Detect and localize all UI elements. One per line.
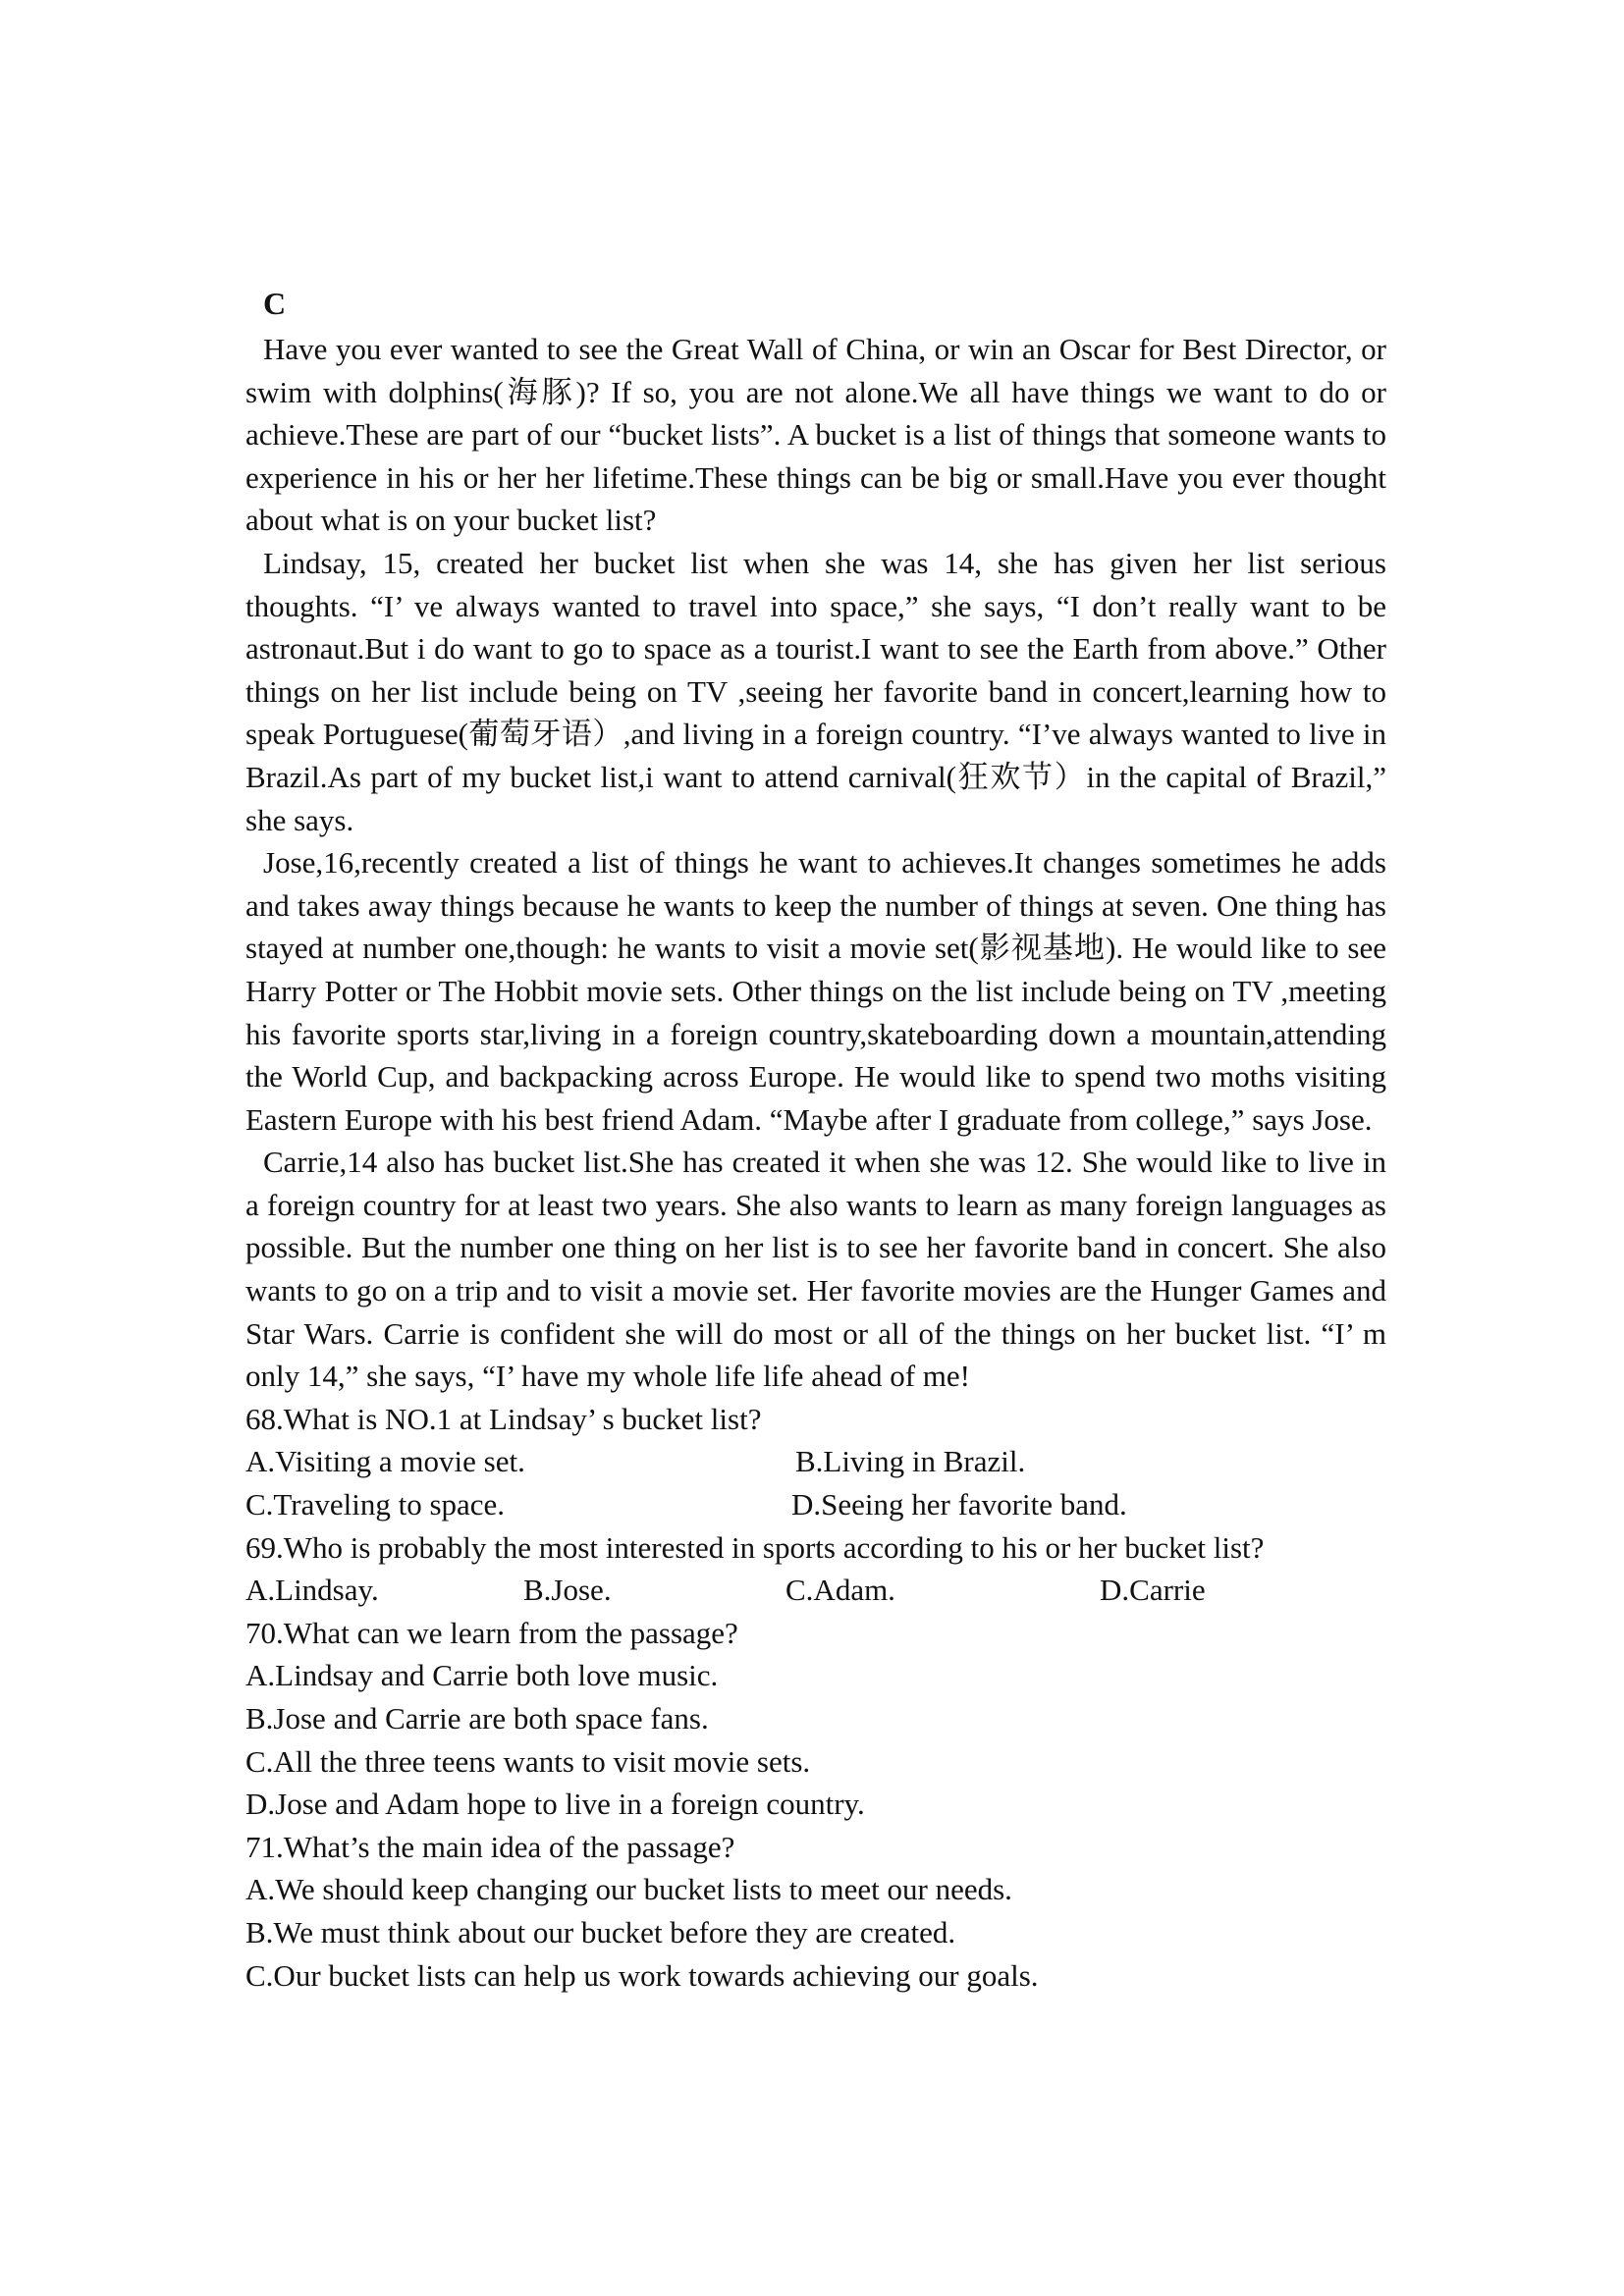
option-c: C.Adam. xyxy=(785,1573,895,1608)
document-page xyxy=(245,285,1386,1997)
option-a: A.Lindsay and Carrie both love music. xyxy=(245,1658,719,1693)
option-b: B.Jose and Carrie are both space fans. xyxy=(245,1701,709,1735)
option-c: C.Our bucket lists can help us work towards achieving our goals. xyxy=(245,1957,1039,1993)
option-row xyxy=(245,1569,1386,1612)
option-d: D.Carrie xyxy=(1100,1573,1206,1608)
passage-paragraph-4: Carrie,14 also has bucket list.She has created it when she was 12. She would like to live in a foreign country for at least two years. She also wants to learn as many foreign languages as possible. But the number one thing on her list is to see her favorite band in concert. She also wants to go on a trip and to visit a movie set. Her favorite movies are the Hunger Games and Star Wars. Carrie is confident she will do most or all of the things on her bucket list. “I’ m only 14,” she says, “I’ have my whole life life ahead of me! xyxy=(245,1145,1386,1394)
question-70 xyxy=(245,1612,1386,1826)
section-label: C xyxy=(263,286,287,321)
question-69 xyxy=(245,1526,1386,1612)
option-row xyxy=(245,1440,1386,1483)
question-stem: 70.What can we learn from the passage? xyxy=(245,1615,738,1650)
question-stem: 69.Who is probably the most interested in sports according to his or her bucket list? xyxy=(245,1529,1265,1565)
option-d: D.Seeing her favorite band. xyxy=(791,1487,1127,1522)
question-stem: 71.What’s the main idea of the passage? xyxy=(245,1829,735,1864)
option-b: B.We must think about our bucket before they are created. xyxy=(245,1914,956,1949)
question-stem: 68.What is NO.1 at Lindsay’ s bucket list? xyxy=(245,1401,762,1436)
passage-paragraph-1: Have you ever wanted to see the Great Wall of China, or win an Oscar for Best Director, or swim with dolphins(海豚)? If so, you are not alone.We all have things we want to do or achieve.These are part of our “bucket lists”. A bucket is a list of things that someone wants to experience in his or her her lifetime.These things can be big or small.Have you ever thought about what is on your bucket list? xyxy=(245,332,1386,538)
passage-paragraph-3: Jose,16,recently created a list of things he want to achieves.It changes sometimes he adds and takes away things because he wants to keep the number of things at seven. One thing has stayed at number one,though: he wants to visit a movie set(影视基地). He would like to see Harry Potter or The Hobbit movie sets. Other things on the list include being on TV ,meeting his favorite sports star,living in a foreign country,skateboarding down a mountain,attending the World Cup, and backpacking across Europe. He would like to spend two moths visiting Eastern Europe with his best friend Adam. “Maybe after I graduate from college,” says Jose. xyxy=(245,845,1386,1137)
option-b: B.Jose. xyxy=(523,1573,612,1608)
question-71 xyxy=(245,1826,1386,1997)
option-d: D.Jose and Adam hope to live in a foreign country. xyxy=(245,1787,865,1822)
option-row xyxy=(245,1483,1386,1526)
option-a: A.Visiting a movie set. xyxy=(245,1444,525,1479)
option-c: C.All the three teens wants to visit movie sets. xyxy=(245,1743,811,1779)
option-a: A.We should keep changing our bucket lists to meet our needs. xyxy=(245,1872,1012,1907)
option-a: A.Lindsay. xyxy=(245,1573,379,1608)
question-68 xyxy=(245,1398,1386,1526)
option-c: C.Traveling to space. xyxy=(245,1487,506,1522)
question-list xyxy=(245,1398,1386,1997)
option-b: B.Living in Brazil. xyxy=(795,1444,1026,1479)
passage-paragraph-2: Lindsay, 15, created her bucket list when she was 14, she has given her list serious thoughts. “I’ ve always wanted to travel into space,” she says, “I don’t really want to be astronaut.But i do want to go to space as a tourist.I want to see the Earth from above.” Other things on her list include being on TV ,seeing her favorite band in concert,learning how to speak Portuguese(葡萄牙语）,and living in a foreign country. “I’ve always wanted to live in Brazil.As part of my bucket list,i want to attend carnival(狂欢节）in the capital of Brazil,” she says. xyxy=(245,545,1386,837)
